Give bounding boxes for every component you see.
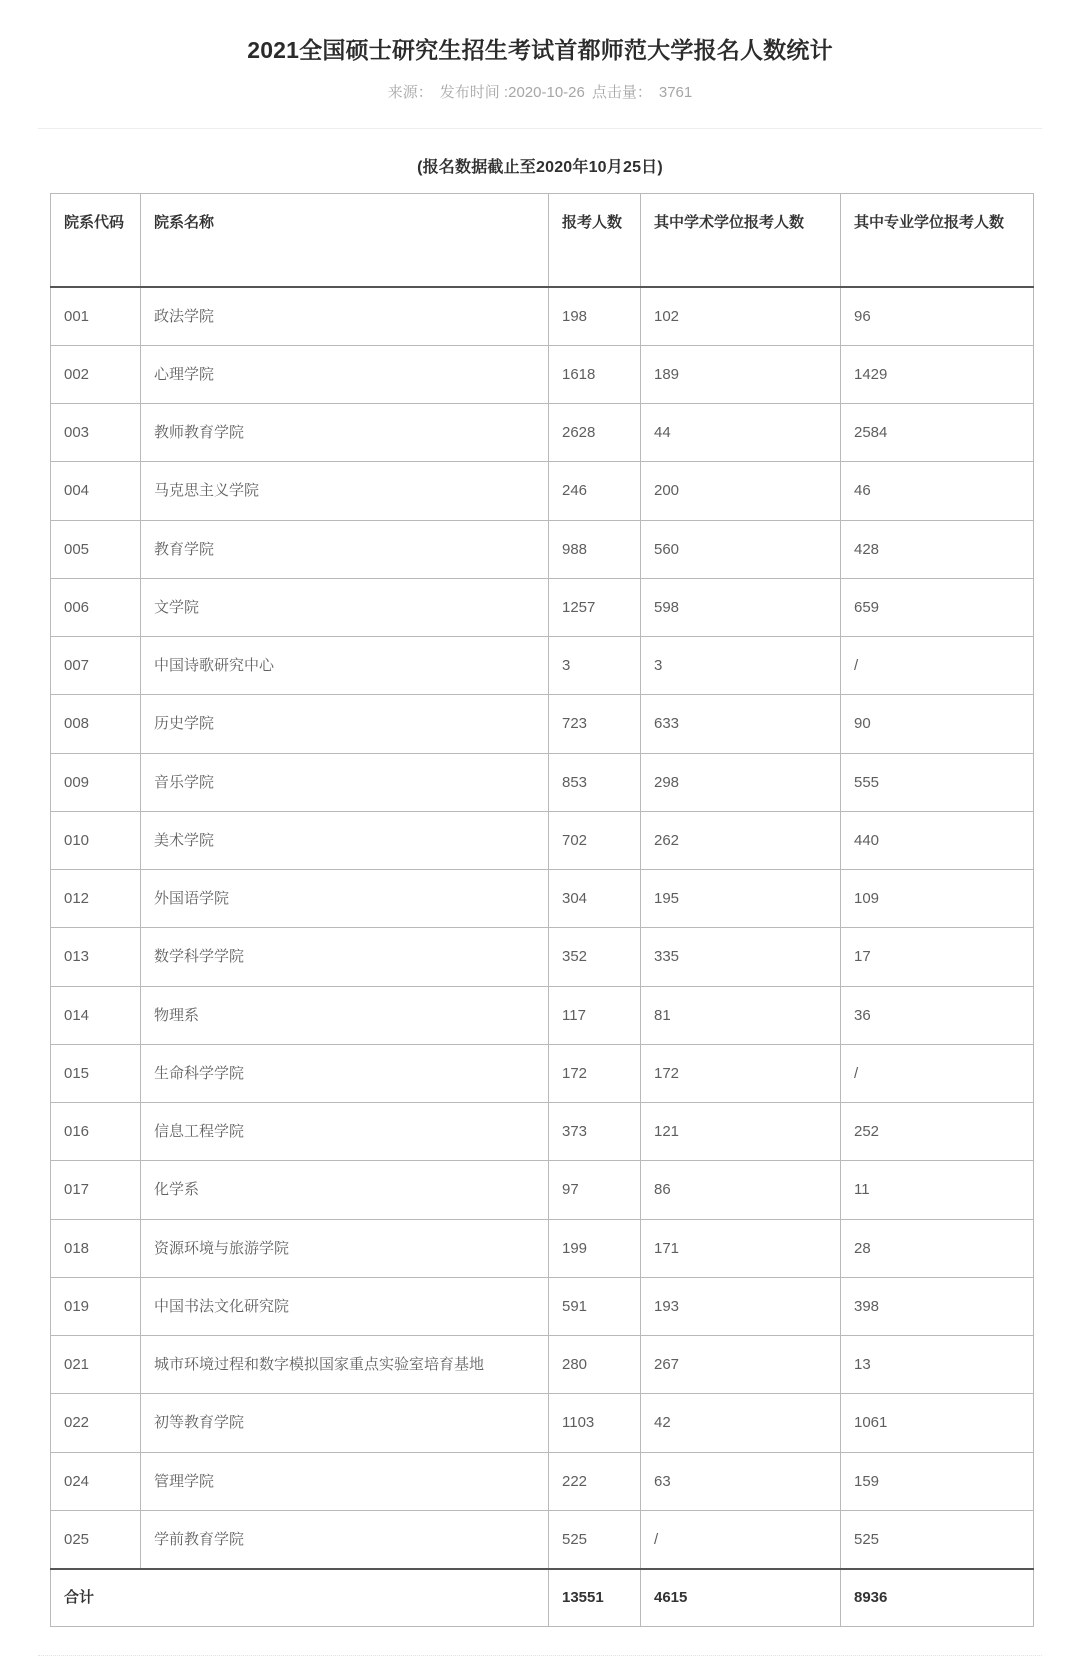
cell-department-name: 教师教育学院: [141, 404, 549, 462]
cell-department-name: 音乐学院: [141, 753, 549, 811]
cell-professional-degree-applicants: 11: [841, 1161, 1034, 1219]
table-row: [51, 1394, 1034, 1452]
cell-department-code: 025: [51, 1510, 141, 1569]
cell-academic-degree-applicants: 171: [641, 1219, 841, 1277]
table-row: [51, 695, 1034, 753]
cell-academic-degree-applicants: 633: [641, 695, 841, 753]
cell-academic-degree-applicants: /: [641, 1510, 841, 1569]
cell-department-name: 教育学院: [141, 520, 549, 578]
cell-professional-degree-applicants: 17: [841, 928, 1034, 986]
cell-department-name: 外国语学院: [141, 870, 549, 928]
cell-professional-degree-applicants: 28: [841, 1219, 1034, 1277]
column-header-department-code: 院系代码: [51, 193, 141, 287]
cell-total-applicants: 352: [549, 928, 641, 986]
cell-academic-degree-applicants: 193: [641, 1277, 841, 1335]
cell-professional-degree-applicants: 555: [841, 753, 1034, 811]
cell-total-applicants: 525: [549, 1510, 641, 1569]
table-header: [51, 193, 1034, 287]
table-container: [0, 193, 1080, 1628]
enrollment-statistics-table: [50, 193, 1034, 1628]
cell-academic-degree-applicants: 81: [641, 986, 841, 1044]
cell-academic-degree-applicants: 42: [641, 1394, 841, 1452]
table-row: [51, 404, 1034, 462]
cell-department-code: 004: [51, 462, 141, 520]
article-header: [0, 0, 1080, 105]
cell-academic-degree-applicants: 44: [641, 404, 841, 462]
table-row: [51, 520, 1034, 578]
cell-department-code: 019: [51, 1277, 141, 1335]
cell-academic-degree-applicants: 267: [641, 1336, 841, 1394]
cell-professional-degree-applicants: 159: [841, 1452, 1034, 1510]
cell-department-name: 资源环境与旅游学院: [141, 1219, 549, 1277]
table-row: [51, 1103, 1034, 1161]
cell-total-applicants: 198: [549, 287, 641, 346]
table-row: [51, 753, 1034, 811]
cell-department-code: 021: [51, 1336, 141, 1394]
cell-department-code: 010: [51, 811, 141, 869]
cell-total-applicants: 117: [549, 986, 641, 1044]
cell-professional-degree-applicants: 96: [841, 287, 1034, 346]
cell-professional-degree-applicants: 36: [841, 986, 1034, 1044]
cell-professional-degree-applicants: 1061: [841, 1394, 1034, 1452]
cell-academic-degree-applicants: 86: [641, 1161, 841, 1219]
cell-department-code: 007: [51, 637, 141, 695]
cell-professional-degree-applicants: 659: [841, 578, 1034, 636]
table-row: [51, 1044, 1034, 1102]
column-header-total-applicants: 报考人数: [549, 193, 641, 287]
cell-department-name: 学前教育学院: [141, 1510, 549, 1569]
table-row: [51, 1277, 1034, 1335]
cell-total-applicants: 304: [549, 870, 641, 928]
cell-department-name: 中国诗歌研究中心: [141, 637, 549, 695]
cell-department-name: 生命科学学院: [141, 1044, 549, 1102]
cell-total-applicants: 1618: [549, 345, 641, 403]
page-title: 2021全国硕士研究生招生考试首都师范大学报名人数统计: [247, 37, 833, 63]
cell-total-applicants: 280: [549, 1336, 641, 1394]
article-meta: [0, 82, 1080, 105]
cell-academic-degree-applicants: 298: [641, 753, 841, 811]
table-row: [51, 1161, 1034, 1219]
table-row: [51, 1219, 1034, 1277]
cell-total-applicants: 1257: [549, 578, 641, 636]
cell-department-name: 文学院: [141, 578, 549, 636]
total-professional-degree-applicants: 8936: [841, 1569, 1034, 1627]
cell-department-code: 012: [51, 870, 141, 928]
cell-department-name: 美术学院: [141, 811, 549, 869]
cell-total-applicants: 591: [549, 1277, 641, 1335]
meta-views-count: 3761: [658, 84, 693, 102]
cell-department-code: 005: [51, 520, 141, 578]
cell-department-code: 018: [51, 1219, 141, 1277]
cell-department-code: 013: [51, 928, 141, 986]
cell-professional-degree-applicants: 252: [841, 1103, 1034, 1161]
cell-professional-degree-applicants: 398: [841, 1277, 1034, 1335]
cell-professional-degree-applicants: 1429: [841, 345, 1034, 403]
column-header-professional-degree-applicants: 其中专业学位报考人数: [841, 193, 1034, 287]
cell-academic-degree-applicants: 195: [641, 870, 841, 928]
cell-department-code: 006: [51, 578, 141, 636]
cell-professional-degree-applicants: 440: [841, 811, 1034, 869]
cell-department-code: 008: [51, 695, 141, 753]
cell-department-name: 心理学院: [141, 345, 549, 403]
table-caption: (报名数据截止至2020年10月25日): [417, 158, 663, 176]
table-row: [51, 986, 1034, 1044]
cell-academic-degree-applicants: 189: [641, 345, 841, 403]
cell-academic-degree-applicants: 3: [641, 637, 841, 695]
cell-department-name: 化学系: [141, 1161, 549, 1219]
total-academic-degree-applicants: 4615: [641, 1569, 841, 1627]
cell-total-applicants: 723: [549, 695, 641, 753]
cell-total-applicants: 222: [549, 1452, 641, 1510]
table-row: [51, 462, 1034, 520]
table-row: [51, 870, 1034, 928]
column-header-academic-degree-applicants: 其中学术学位报考人数: [641, 193, 841, 287]
cell-professional-degree-applicants: 525: [841, 1510, 1034, 1569]
cell-department-code: 001: [51, 287, 141, 346]
cell-department-code: 024: [51, 1452, 141, 1510]
table-row: [51, 1510, 1034, 1569]
column-header-department-name: 院系名称: [141, 193, 549, 287]
cell-total-applicants: 853: [549, 753, 641, 811]
table-row: [51, 345, 1034, 403]
cell-department-code: 016: [51, 1103, 141, 1161]
meta-publish-date: 2020-10-26: [508, 84, 585, 102]
cell-department-code: 015: [51, 1044, 141, 1102]
cell-department-name: 数学科学学院: [141, 928, 549, 986]
table-row: [51, 811, 1034, 869]
cell-department-name: 初等教育学院: [141, 1394, 549, 1452]
cell-department-name: 物理系: [141, 986, 549, 1044]
cell-academic-degree-applicants: 560: [641, 520, 841, 578]
table-body: [51, 287, 1034, 1627]
cell-department-name: 政法学院: [141, 287, 549, 346]
meta-source-label: 来源：: [387, 84, 433, 102]
table-row: [51, 1336, 1034, 1394]
table-row: [51, 928, 1034, 986]
cell-total-applicants: 246: [549, 462, 641, 520]
table-row: [51, 1452, 1034, 1510]
cell-department-name: 马克思主义学院: [141, 462, 549, 520]
cell-department-name: 城市环境过程和数字模拟国家重点实验室培育基地: [141, 1336, 549, 1394]
cell-total-applicants: 1103: [549, 1394, 641, 1452]
cell-professional-degree-applicants: 428: [841, 520, 1034, 578]
cell-academic-degree-applicants: 102: [641, 287, 841, 346]
cell-total-applicants: 2628: [549, 404, 641, 462]
cell-total-applicants: 702: [549, 811, 641, 869]
cell-academic-degree-applicants: 598: [641, 578, 841, 636]
cell-professional-degree-applicants: 109: [841, 870, 1034, 928]
cell-department-code: 022: [51, 1394, 141, 1452]
cell-academic-degree-applicants: 63: [641, 1452, 841, 1510]
cell-professional-degree-applicants: /: [841, 637, 1034, 695]
cell-academic-degree-applicants: 262: [641, 811, 841, 869]
meta-publish-label: 发布时间 :: [439, 84, 509, 102]
cell-academic-degree-applicants: 335: [641, 928, 841, 986]
cell-professional-degree-applicants: /: [841, 1044, 1034, 1102]
table-row: [51, 287, 1034, 346]
table-header-row: [51, 193, 1034, 287]
cell-professional-degree-applicants: 90: [841, 695, 1034, 753]
table-row: [51, 637, 1034, 695]
cell-department-name: 中国书法文化研究院: [141, 1277, 549, 1335]
cell-total-applicants: 199: [549, 1219, 641, 1277]
cell-academic-degree-applicants: 121: [641, 1103, 841, 1161]
cell-department-code: 002: [51, 345, 141, 403]
cell-professional-degree-applicants: 46: [841, 462, 1034, 520]
meta-views-label: 点击量：: [591, 84, 652, 102]
cell-total-applicants: 97: [549, 1161, 641, 1219]
cell-department-code: 014: [51, 986, 141, 1044]
cell-total-applicants: 172: [549, 1044, 641, 1102]
total-label: 合计: [51, 1569, 549, 1627]
cell-department-name: 历史学院: [141, 695, 549, 753]
cell-department-name: 管理学院: [141, 1452, 549, 1510]
table-total-row: [51, 1569, 1034, 1627]
cell-academic-degree-applicants: 200: [641, 462, 841, 520]
cell-department-code: 017: [51, 1161, 141, 1219]
cell-professional-degree-applicants: 2584: [841, 404, 1034, 462]
cell-department-name: 信息工程学院: [141, 1103, 549, 1161]
cell-professional-degree-applicants: 13: [841, 1336, 1034, 1394]
cell-department-code: 009: [51, 753, 141, 811]
table-row: [51, 578, 1034, 636]
cell-academic-degree-applicants: 172: [641, 1044, 841, 1102]
cell-total-applicants: 988: [549, 520, 641, 578]
cell-department-code: 003: [51, 404, 141, 462]
cell-total-applicants: 373: [549, 1103, 641, 1161]
cell-total-applicants: 3: [549, 637, 641, 695]
total-all-applicants: 13551: [549, 1569, 641, 1627]
